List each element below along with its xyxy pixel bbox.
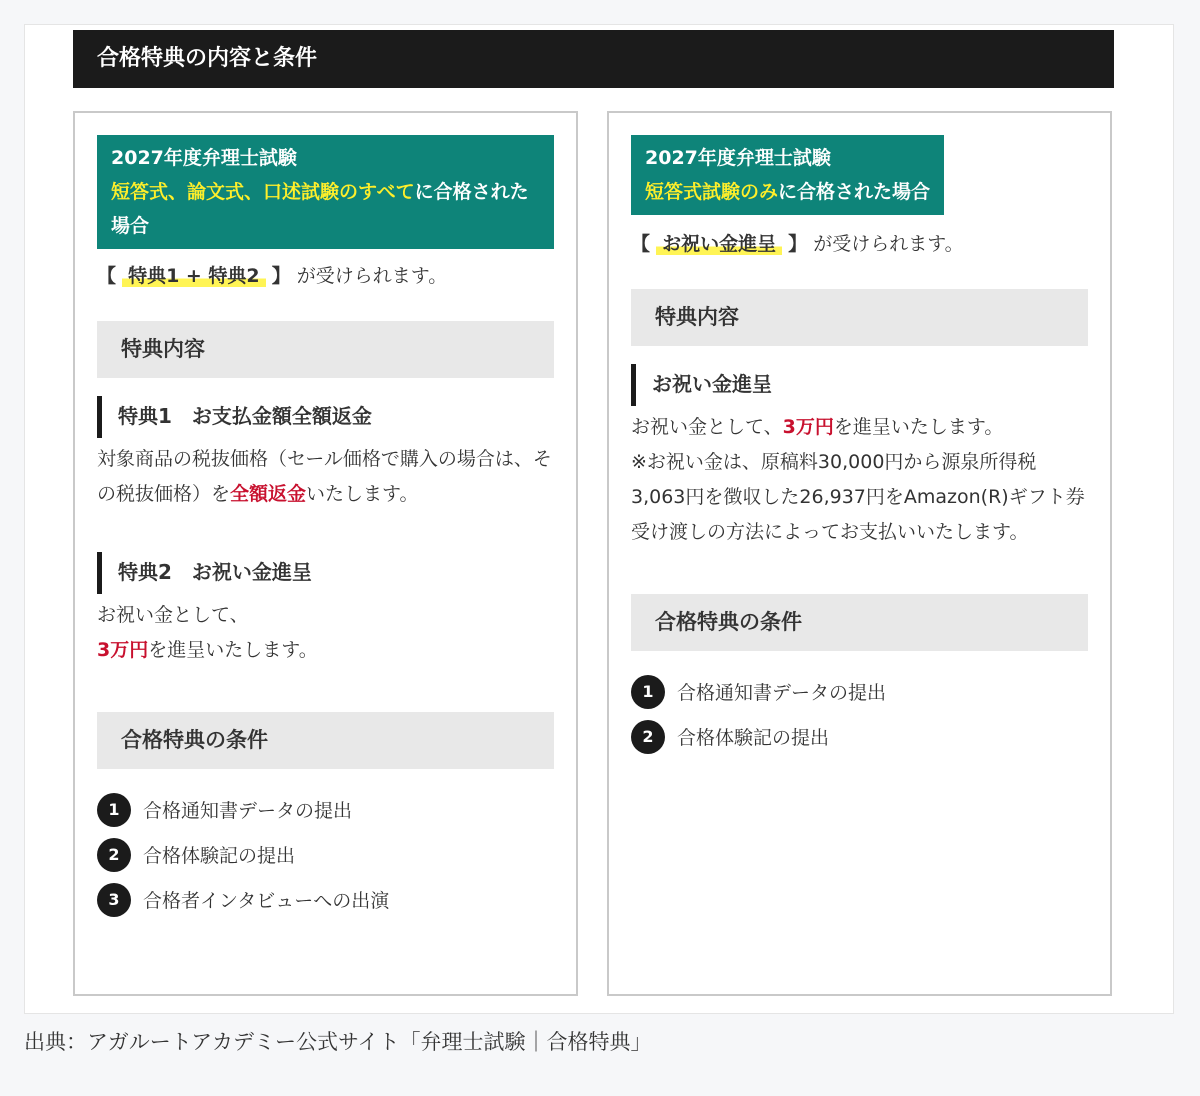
- condition-item: [97, 832, 554, 877]
- benefit1-text-red: 全額返金: [230, 483, 307, 505]
- benefit1-text: [97, 442, 554, 512]
- teal-line1: 2027年度弁理士試験: [645, 147, 831, 169]
- condition-text: 合格体験記の提出: [143, 845, 296, 867]
- benefit-text: [631, 410, 1088, 550]
- condition-text: 合格体験記の提出: [677, 727, 830, 749]
- benefit-text-before: お祝い金として、: [631, 416, 783, 438]
- bracket-open: 【: [631, 233, 651, 255]
- benefit1-text-before: 対象商品の税抜価格（セール価格で購入の場合は、その税抜価格）を: [97, 448, 552, 505]
- teal-line1: 2027年度弁理士試験: [111, 147, 297, 169]
- condition-text: 合格通知書データの提出: [143, 800, 353, 822]
- benefit-title: お祝い金進呈: [631, 364, 1088, 406]
- condition-text: 合格者インタビューへの出演: [143, 890, 390, 912]
- receive-line: [631, 229, 1088, 259]
- condition-item: [97, 877, 554, 922]
- card-short-answer-pass: [607, 111, 1112, 996]
- bracket-open: 【: [97, 265, 117, 287]
- benefit2-title: 特典2 お祝い金進呈: [97, 552, 554, 594]
- condition-item: [631, 669, 1088, 714]
- benefit-text-line1: [631, 410, 1088, 445]
- receive-suffix: が受けられます。: [296, 265, 448, 287]
- condition-item: [97, 787, 554, 832]
- benefits-frame: [24, 24, 1174, 1014]
- card-full-pass: [73, 111, 578, 996]
- benefit1-text-after: いたします。: [306, 483, 419, 505]
- bracket-close: 】: [788, 233, 808, 255]
- receive-suffix: が受けられます。: [813, 233, 964, 255]
- bracket-close: 】: [271, 265, 291, 287]
- condition-number: 1: [631, 675, 665, 709]
- benefit1-title: 特典1 お支払金額全額返金: [97, 396, 554, 438]
- source-caption: 出典：アガルートアカデミー公式サイト「弁理士試験｜合格特典」: [24, 1030, 652, 1054]
- condition-number: 1: [97, 793, 131, 827]
- teal-line2: [111, 175, 540, 243]
- teal-rest-text: に合格された場合: [778, 181, 931, 203]
- benefit2-text-after: を進呈いたします。: [148, 639, 318, 661]
- conditions-list: [631, 669, 1088, 759]
- teal-line2: [645, 175, 930, 209]
- condition-text: 合格通知書データの提出: [677, 682, 887, 704]
- receive-highlight: 特典1 + 特典2: [122, 265, 266, 287]
- condition-number: 2: [97, 838, 131, 872]
- receive-line: [97, 261, 554, 291]
- condition-number: 3: [97, 883, 131, 917]
- teal-yellow-text: 短答式試験のみ: [645, 181, 779, 203]
- conditions-list: [97, 787, 554, 922]
- benefit-note: ※お祝い金は、原稿料30,000円から源泉所得税3,063円を徴収した26,937円をAmazon(R)ギフト券受け渡しの方法によってお支払いいたします。: [631, 451, 1085, 543]
- benefit-text-after: を進呈いたします。: [833, 416, 1004, 438]
- benefit2-text-line1: お祝い金として、: [97, 604, 249, 626]
- conditions-heading: 合格特典の条件: [631, 594, 1088, 651]
- condition-item: [631, 714, 1088, 759]
- benefit2-text-red: 3万円: [97, 639, 149, 661]
- conditions-heading: 合格特典の条件: [97, 712, 554, 769]
- teal-rest-text: に合格された場合: [111, 181, 529, 237]
- teal-yellow-text: 短答式、論文式、口述試験のすべて: [111, 181, 415, 203]
- condition-number: 2: [631, 720, 665, 754]
- teal-condition-box: [97, 135, 554, 249]
- benefit2-text-line2: [97, 633, 554, 668]
- benefit2-text: [97, 598, 554, 668]
- benefits-heading: 特典内容: [97, 321, 554, 378]
- section-header: 合格特典の内容と条件: [73, 30, 1114, 88]
- teal-condition-box: [631, 135, 944, 215]
- benefit-text-red: 3万円: [782, 416, 834, 438]
- receive-highlight: お祝い金進呈: [656, 233, 782, 255]
- benefits-heading: 特典内容: [631, 289, 1088, 346]
